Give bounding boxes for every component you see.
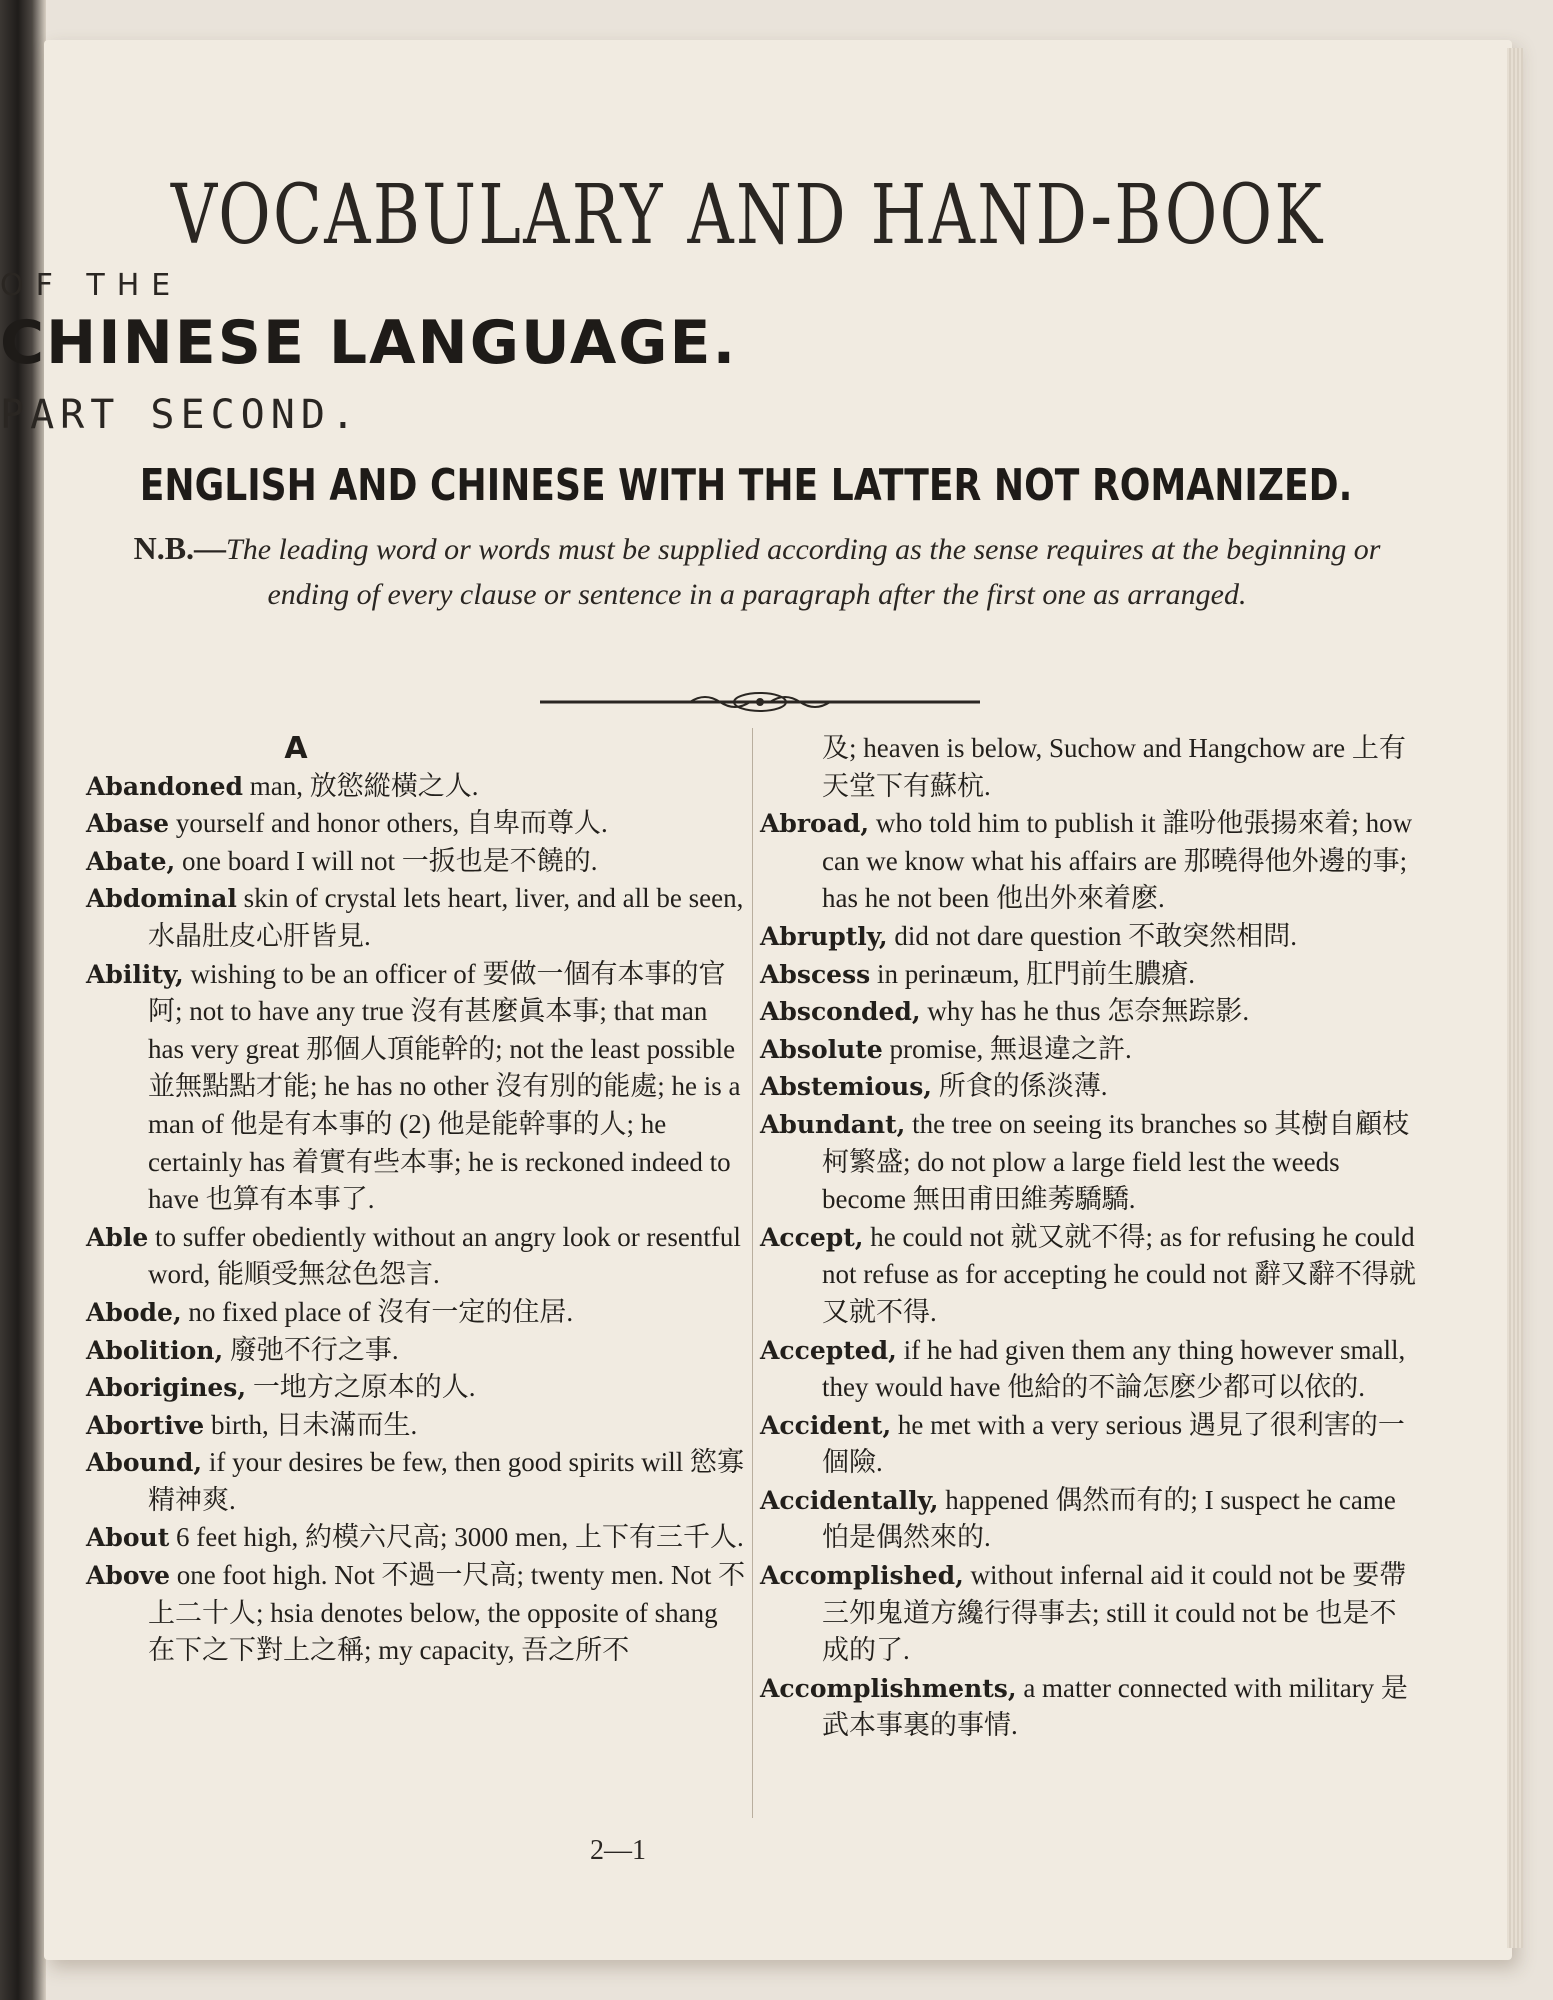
entry-text: skin of crystal lets heart, liver, and all be seen, 水晶肚皮心肝皆見. [148,883,744,951]
entry-headword: Accomplishments, [760,1673,1017,1703]
dictionary-entry [86,805,746,843]
dictionary-entry [86,1519,746,1557]
entry-headword: Abruptly, [760,921,888,951]
book-title: VOCABULARY AND HAND-BOOK [170,168,1325,263]
dictionary-entry [86,1219,746,1294]
entry-headword: Accept, [760,1222,864,1252]
entry-text: man, 放慾縱橫之人. [242,770,479,801]
page-folio: 2—1 [590,1835,646,1866]
entry-headword: Abate, [86,846,176,876]
entry-text: if he had given them any thing however small, they would have 他給的不論怎麽少都可以依的. [822,1334,1406,1403]
entry-text: one foot high. Not 不過一尺高; twenty men. Not 不上二十人; hsia denotes below, the opposite of shang 在下之下對上之稱; my capacity, 吾之所不 [148,1560,746,1666]
entry-headword: Abroad, [760,809,870,839]
note-lead: N.B.— [133,530,227,566]
entry-text: 一地方之原本的人. [246,1372,476,1403]
entry-headword: Accomplished, [760,1561,964,1591]
dictionary-entry [86,1557,746,1670]
entry-text: promise, 無退違之許. [882,1033,1132,1064]
dictionary-entry [86,880,746,955]
dictionary-entry [760,805,1420,918]
entry-headword: Above [86,1561,170,1591]
dictionary-entry [760,1031,1420,1069]
entry-text: wishing to be an officer of 要做一個有本事的官阿; not to have any true 沒有甚麼眞本事; that man has very great 那個人頂能幹的; not the least possible 並無點點才能; he has no other 沒有別的能處; he is a man of 他是有本事的 (2) 他是能幹事的人; he certainly has 着實有些本事; he is reckoned indeed to have 也算有本事了. [148,958,741,1215]
title-connector: OF THE [0,268,183,303]
dictionary-entry [760,918,1420,956]
entry-headword: Absconded, [760,997,921,1027]
dictionary-entry [760,956,1420,994]
note-text: The leading word or words must be supplied according as the sense requires at the beginning or ending of every clause or sentence in a paragraph after the first one as arranged. [226,533,1381,611]
entry-text: yourself and honor others, 自卑而尊人. [169,808,608,839]
entry-headword: Absolute [760,1034,883,1064]
entry-headword: Abscess [760,959,871,989]
entry-headword: Abode, [86,1297,182,1327]
left-column [86,730,746,1670]
dictionary-entry [760,1482,1420,1557]
entry-headword: Abortive [86,1410,205,1440]
dictionary-entry [760,1219,1420,1332]
entry-text: if your desires be few, then good spirits will 慾寡精神爽. [148,1447,745,1515]
dictionary-entry [86,1444,746,1519]
dictionary-entry [86,768,746,806]
dictionary-entry [760,1068,1420,1106]
entry-text: 6 feet high, 約模六尺高; 3000 men, 上下有三千人. [169,1522,744,1553]
dictionary-entry [760,1557,1420,1670]
dictionary-entry [86,1332,746,1370]
entry-headword: Accident, [760,1410,892,1440]
section-letter: A [284,731,308,766]
entry-text: one board I will not 一扳也是不饒的. [175,845,598,876]
entry-text: no fixed place of 沒有一定的住居. [181,1296,574,1327]
entry-headword: Able [86,1222,149,1252]
entry-text: birth, 日未滿而生. [204,1409,418,1440]
entry-text: the tree on seeing its branches so 其樹自顧枝柯繁盛; do not plow a large field lest the weeds become 無田甫田維莠驕驕. [822,1108,1410,1215]
entry-text: a matter connected with military 是武本事裏的事情. [822,1672,1408,1741]
dictionary-entry [86,1407,746,1445]
part-subtitle: ENGLISH AND CHINESE WITH THE LATTER NOT ROMANIZED. [139,460,1353,511]
dictionary-entry [760,1106,1420,1219]
entry-headword: Aborigines, [86,1373,247,1403]
entry-headword: Accidentally, [760,1485,939,1515]
entry-headword: About [86,1523,170,1553]
dictionary-entry [760,1332,1420,1407]
entry-text: 廢弛不行之事. [223,1334,399,1365]
entry-text: in perinæum, 肛門前生膿瘡. [870,958,1195,989]
dictionary-entry [86,843,746,881]
dictionary-entry [760,1670,1420,1745]
entry-headword: Abolition, [86,1335,224,1365]
entry-headword: Abdominal [86,884,237,914]
dictionary-entry [86,1294,746,1332]
part-heading: PART SECOND. [0,392,361,438]
entry-text: to suffer obediently without an angry look or resentful word, 能順受無忿色怨言. [148,1221,741,1290]
entry-headword: Abase [86,809,170,839]
entry-text: 及; heaven is below, Suchow and Hangchow are 上有天堂下有蘇杭. [822,733,1406,801]
entry-headword: Abandoned [86,771,243,801]
dictionary-entry [760,993,1420,1031]
entry-text: without infernal aid it could not be 要帶三夘鬼道方纔行得事去; still it could not be 也是不成的了. [822,1560,1407,1666]
entry-text: 所食的係淡薄. [932,1071,1108,1102]
entry-headword: Abstemious, [760,1072,932,1102]
entry-headword: Accepted, [760,1335,897,1365]
entry-text: did not dare question 不敢突然相問. [887,920,1298,951]
editorial-note [92,526,1422,617]
dictionary-entry [760,1407,1420,1482]
column-divider [752,728,753,1818]
entry-headword: Ability, [86,959,184,989]
entry-text: he could not 就又就不得; as for refusing he could not refuse as for accepting he could not 辭又辭不得就又就不得. [822,1221,1416,1327]
entry-text: who told him to publish it 誰吩他張揚來着; how can we know what his affairs are 那曉得他外邊的事; has he not been 他出外來着麽. [822,808,1413,914]
ornamental-rule [540,690,980,714]
entry-text: why has he thus 怎奈無踪影. [920,996,1250,1027]
entry-headword: Abundant, [760,1109,906,1139]
dictionary-entry [760,730,1420,805]
entry-text: happened 偶然而有的; I suspect he came 怕是偶然來的. [822,1484,1396,1553]
dictionary-entry [86,1369,746,1407]
entry-text: he met with a very serious 遇見了很利害的一個險. [822,1409,1405,1478]
entry-headword: Abound, [86,1448,203,1478]
dictionary-entry [86,956,746,1219]
right-column [760,730,1420,1745]
book-subject: CHINESE LANGUAGE. [0,308,738,378]
